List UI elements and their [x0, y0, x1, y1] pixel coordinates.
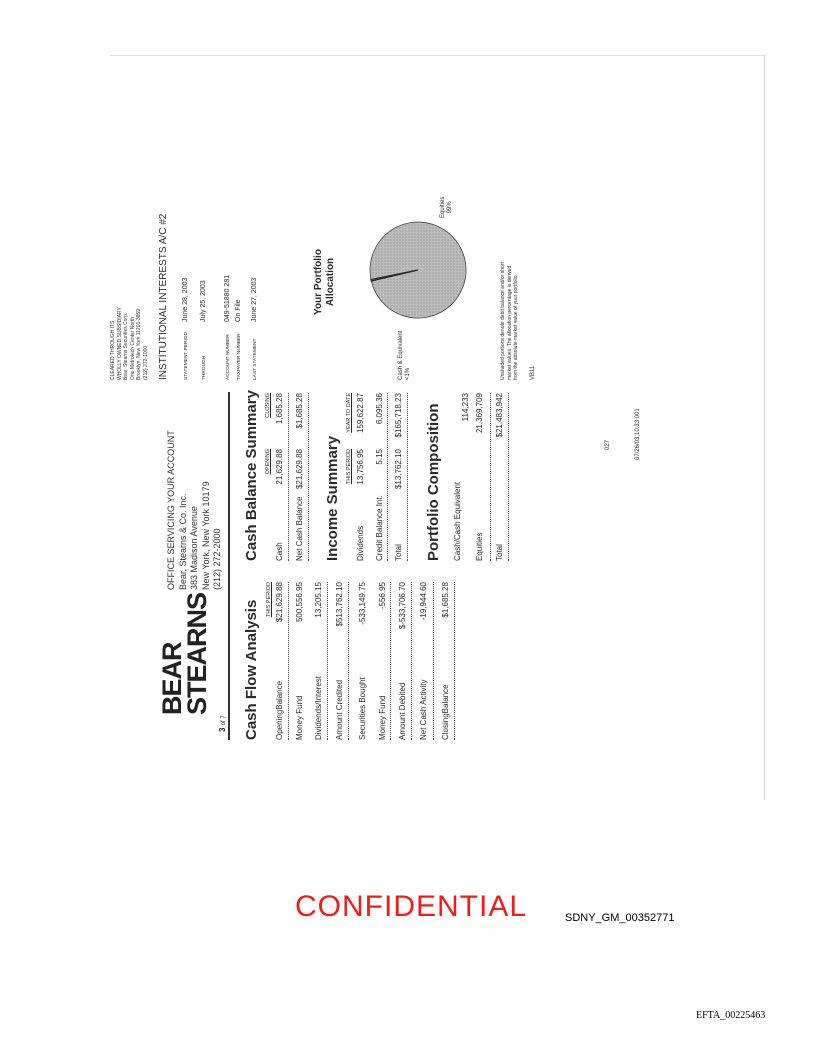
- footer-code: 027: [605, 439, 611, 450]
- last-statement: LAST STATEMENTJune 27, 2003: [251, 277, 258, 380]
- dotted-rule: [411, 582, 412, 740]
- statement-page: [100, 70, 690, 740]
- cash-balance-title: Cash Balance Summary: [243, 390, 260, 561]
- dotted-rule: [348, 582, 349, 740]
- clearing-info: CLEARED THROUGH ITS WHOLLY OWNED SUBSIDIARY Bear, Stearns Securities Corp. One Metrotech Center North Brooklyn, New York 11201-3859 (212) 272-1000: [110, 307, 149, 380]
- header-rule: [228, 392, 230, 740]
- dotted-rule: [308, 393, 309, 561]
- efta-number: EFTA_00225463: [696, 1010, 766, 1021]
- dotted-rule: [433, 582, 434, 740]
- dotted-rule: [490, 393, 491, 561]
- scan-edge-right: [764, 55, 765, 800]
- portfolio-section: Portfolio Composition Cash/Cash Equivalent 114,233 Equities 21,369,709 Total $21,483,942: [425, 391, 442, 561]
- scan-edge-top: [110, 55, 765, 56]
- allocation-pie-chart: [348, 200, 488, 340]
- allocation-code: VB11: [530, 365, 536, 380]
- account-number: ACCOUNT NUMBER049-51880 281: [224, 274, 231, 380]
- allocation-note: Unshaded portions denote debit balance and/or short market values. The allocation percentage is derived from the absolute market value of your portfolio.: [500, 262, 519, 380]
- confidential-stamp: CONFIDENTIAL: [295, 890, 528, 923]
- bear-stearns-logo: BEAR STEARNS: [157, 592, 212, 715]
- col-ytd: YEAR TO DATE: [346, 393, 352, 433]
- portfolio-title: Portfolio Composition: [425, 403, 442, 561]
- dotted-rule: [407, 393, 408, 561]
- dotted-rule: [508, 393, 509, 561]
- through-date: THROUGHJuly 25, 2003: [200, 280, 207, 380]
- statement-period: STATEMENT PERIODJune 28, 2003: [182, 277, 189, 380]
- dotted-rule: [387, 393, 388, 561]
- footer-stamp: 07/26/03;10:33 001: [635, 408, 641, 460]
- income-title: Income Summary: [324, 435, 341, 561]
- dotted-rule: [288, 582, 289, 740]
- col-this-period: THIS PERIOD: [346, 449, 352, 485]
- page-number: 3 of 7: [218, 715, 227, 732]
- dotted-rule: [327, 582, 328, 740]
- col-opening: OPENING: [265, 449, 271, 475]
- taxpayer-number: TAXPAYER NUMBEROn File: [235, 299, 242, 380]
- cash-flow-title: Cash Flow Analysis: [243, 599, 260, 740]
- cash-flow-section: Cash Flow Analysis THIS PERIOD OpeningBalance $21,629.88 Money Fund 500,556.95 Dividends/Interest 13,205.15 Amount Credited $513,762.10 Securities Bought -533,149.75 Money Fund -556.95 Amount Debited $-533,706.70 Net Cash Activity -19,944.60 ClosingBalance $1,685.28: [243, 580, 260, 740]
- allocation-title: Your Portfolio Allocation: [313, 249, 336, 315]
- dotted-rule: [390, 582, 391, 740]
- office-address: OFFICE SERVICING YOUR ACCOUNT Bear, Stearns & Co. Inc. 383 Madison Avenue New York, New York 10179 (212) 272-2000: [166, 430, 222, 590]
- cash-equivalent-label: Cash & Equivalent <1%: [398, 330, 411, 380]
- cash-flow-col-header: THIS PERIOD: [266, 582, 272, 618]
- col-closing: CLOSING: [265, 393, 271, 418]
- income-section: Income Summary THIS PERIOD YEAR TO DATE Dividends 13,756.95 159,622.87 Credit Balance Int. 5.15 6,095.36 Total $13,762.10 $165,718.23: [324, 391, 341, 561]
- equities-label: Equities 99%: [440, 196, 453, 218]
- cash-balance-section: Cash Balance Summary OPENING CLOSING Cash 21,629.88 1,685.28 Net Cash Balance $21,629.88 $1,685.28: [243, 391, 260, 561]
- bates-number: SDNY_GM_00352771: [565, 912, 675, 924]
- account-title: INSTITUTIONAL INTERESTS A/C #2: [158, 213, 169, 380]
- dotted-rule: [288, 393, 289, 561]
- dotted-rule: [454, 582, 455, 740]
